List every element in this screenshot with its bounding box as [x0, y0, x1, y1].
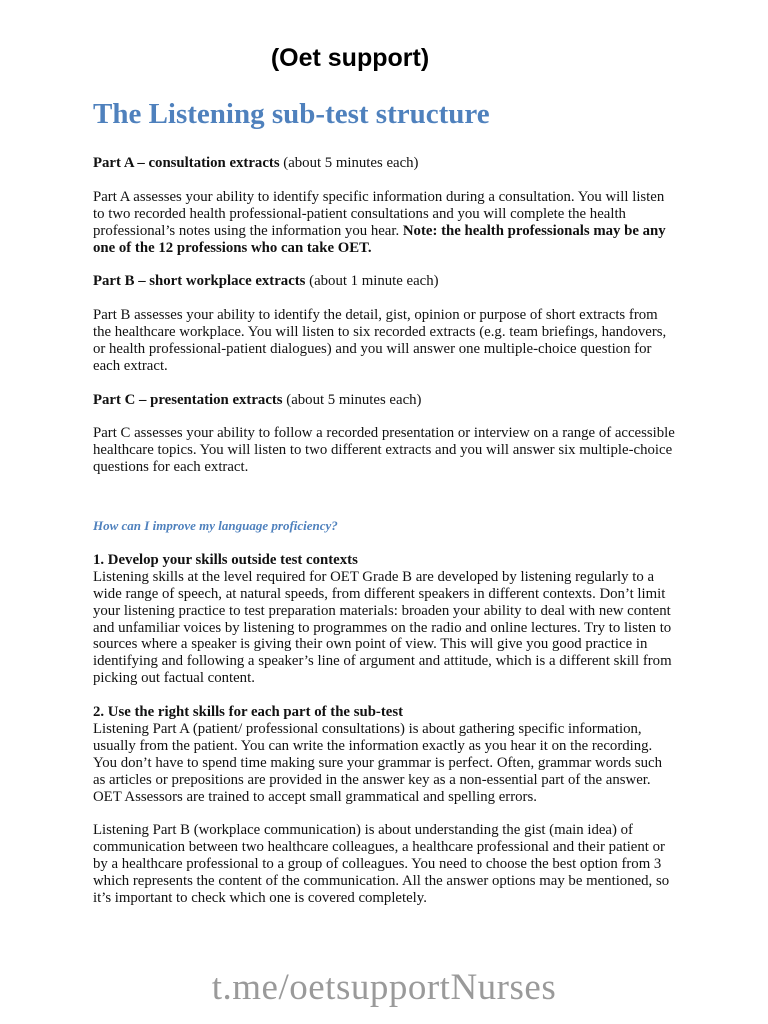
part-c-heading	[93, 392, 675, 409]
tip2-heading	[93, 704, 675, 721]
part-a-heading-rest: (about 5 minutes each)	[279, 155, 419, 171]
tip2-paragraph-b: Listening Part B (workplace communication) is about understanding the gist (main idea) of communication between two healthcare colleagues, a healthcare professional and their patient or by a healthcare professional to a group of colleagues. You need to choose the best option from 3 which represents the content of the communication. All the answer options may be mentioned, so it’s important to check which one is covered completely.	[93, 822, 670, 907]
tip2-paragraph-a: Listening Part A (patient/ professional consultations) is about gathering specific information, usually from the patient. You can write the information exactly as you hear it on the recording. You don’t have to spend time making sure your grammar is perfect. Often, grammar words such as articles or prepositions are provided in the answer key as a non-essential part of the answer. OET Assessors are trained to accept small grammatical and spelling errors.	[93, 720, 663, 805]
improve-question: How can I improve my language proficiency?	[93, 518, 338, 534]
part-b-heading-bold: Part B – short workplace extracts	[93, 273, 306, 290]
part-b-heading	[93, 273, 675, 290]
part-a-note: Note: the health professionals may be any one of the 12 professions who can take OET.	[93, 222, 666, 256]
part-a-body: Part A assesses your ability to identify specific information during a consultation. You will listen to two recorded health professional-patient consultations and you will complete the health professional’s notes using the information you hear.	[93, 188, 665, 239]
top-heading: (Oet support)	[270, 44, 430, 72]
part-a-heading	[93, 155, 675, 172]
part-b-paragraph: Part B assesses your ability to identify the detail, gist, opinion or purpose of short extracts from the healthcare workplace. You will listen to six recorded extracts (e.g. team briefings, handovers, or health professional-patient dialogues) and you will answer one multiple-choice question for each extract.	[93, 307, 667, 374]
part-b-heading-rest: (about 1 minute each)	[305, 273, 439, 290]
part-c-paragraph: Part C assesses your ability to follow a recorded presentation or interview on a range of accessible healthcare topics. You will listen to two different extracts and you will answer six multiple-choice questions for each extract.	[93, 425, 675, 476]
tip1-heading	[93, 552, 675, 569]
tip1-heading-text: 1. Develop your skills outside test contexts	[93, 551, 358, 568]
part-c-heading-bold: Part C – presentation extracts	[93, 391, 283, 408]
part-a-heading-bold: Part A – consultation extracts	[93, 155, 280, 171]
document-body	[93, 155, 675, 907]
page-title: The Listening sub-test structure	[93, 98, 490, 130]
part-a-paragraph	[93, 189, 675, 257]
tip1-paragraph: Listening skills at the level required for OET Grade B are developed by listening regularly to a wide range of speech, at natural speeds, from different speakers in different contexts. Don’t limit your listening practice to test preparation materials: broaden your ability to deal with new content and unfamiliar voices by listening to programmes on the radio and online lectures. Try to listen to sources where a speaker is giving their own point of view. This will give you good practice in identifying and following a speaker’s line of argument and attitude, which is a different skill from picking out factual content.	[93, 568, 672, 687]
tip2-heading-text: 2. Use the right skills for each part of the sub-test	[93, 704, 404, 721]
part-c-heading-rest: (about 5 minutes each)	[282, 391, 422, 408]
watermark: t.me/oetsupportNurses	[211, 967, 557, 1008]
